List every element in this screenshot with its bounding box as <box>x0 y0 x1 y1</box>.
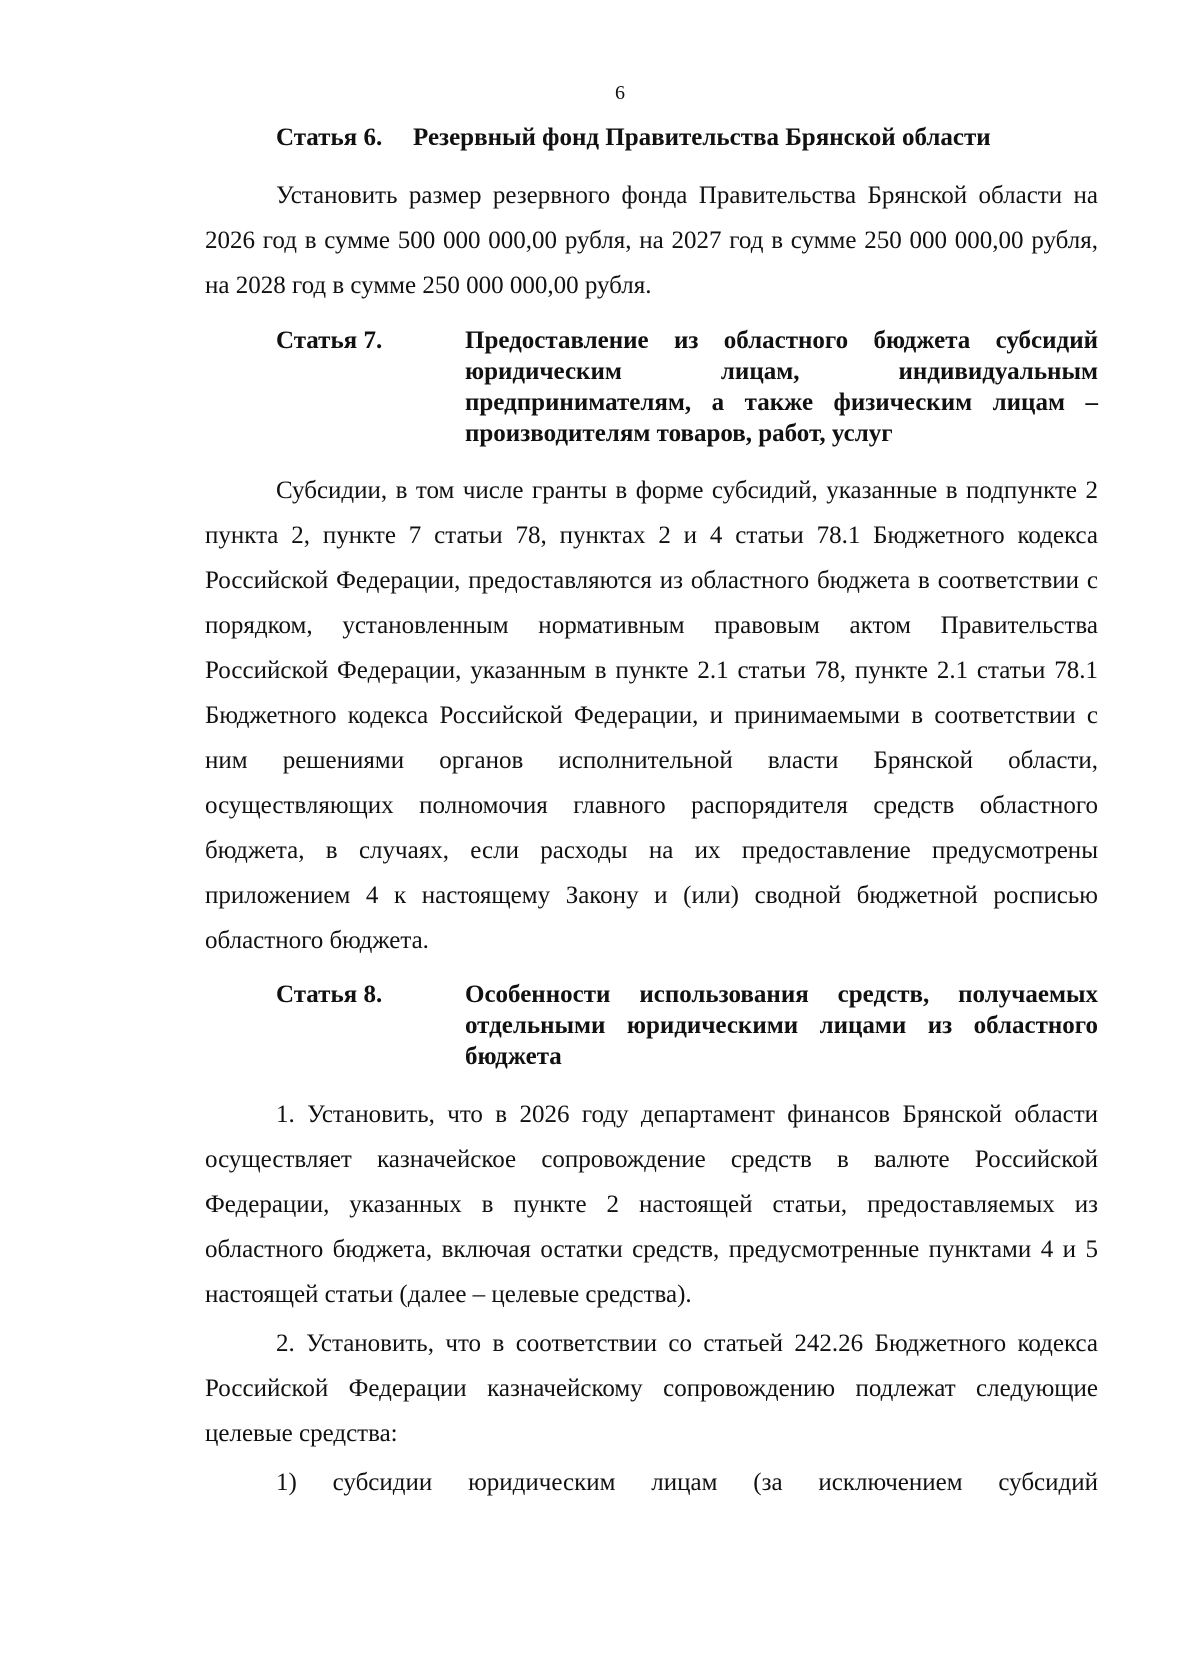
article-label: Статья 8. <box>276 981 383 1008</box>
article-label: Статья 6. <box>276 124 383 151</box>
article-6-heading <box>205 122 1098 153</box>
article-title: Особенности использования средств, получаемых отдельными юридическими лицами из областного бюджета <box>465 981 1098 1070</box>
document-body <box>205 122 1098 1505</box>
article-7-heading <box>205 325 1098 449</box>
article-title: Резервный фонд Правительства Брянской области <box>413 124 991 151</box>
page-number: 6 <box>615 82 625 104</box>
article-8-paragraph-2: 2. Установить, что в соответствии со статьей 242.26 Бюджетного кодекса Российской Федерации казначейскому сопровождению подлежат следующие целевые средства: <box>205 1330 1098 1447</box>
article-8-paragraph-3: 1) субсидии юридическим лицам (за исключением субсидий <box>276 1469 1098 1496</box>
article-title: Предоставление из областного бюджета субсидий юридическим лицам, индивидуальным предпринимателям, а также физическим лицам – производителям товаров, работ, услуг <box>465 327 1098 447</box>
article-8-heading <box>205 979 1098 1072</box>
article-8-paragraph-1: 1. Установить, что в 2026 году департамент финансов Брянской области осуществляет казначейское сопровождение средств в валюте Российской Федерации, указанных в пункте 2 настоящей статьи, предоставляемых из областного бюджета, включая остатки средств, предусмотренные пунктами 4 и 5 настоящей статьи (далее – целевые средства). <box>205 1101 1098 1308</box>
article-label: Статья 7. <box>276 327 383 354</box>
article-7-paragraph: Субсидии, в том числе гранты в форме субсидий, указанные в подпункте 2 пункта 2, пункте 7 статьи 78, пунктах 2 и 4 статьи 78.1 Бюджетного кодекса Российской Федерации, предоставляются из областного бюджета в соответствии с порядком, установленным нормативным правовым актом Правительства Российской Федерации, указанным в пункте 2.1 статьи 78, пункте 2.1 статьи 78.1 Бюджетного кодекса Российской Федерации, и принимаемыми в соответствии с ним решениями органов исполнительной власти Брянской области, осуществляющих полномочия главного распорядителя средств областного бюджета, в случаях, если расходы на их предоставление предусмотрены приложением 4 к настоящему Закону и (или) сводной бюджетной росписью областного бюджета. <box>205 477 1098 954</box>
article-6-paragraph: Установить размер резервного фонда Правительства Брянской области на 2026 год в сумме 500 000 000,00 рубля, на 2027 год в сумме 250 000 000,00 рубля, на 2028 год в сумме 250 000 000,00 рубля. <box>205 182 1098 299</box>
